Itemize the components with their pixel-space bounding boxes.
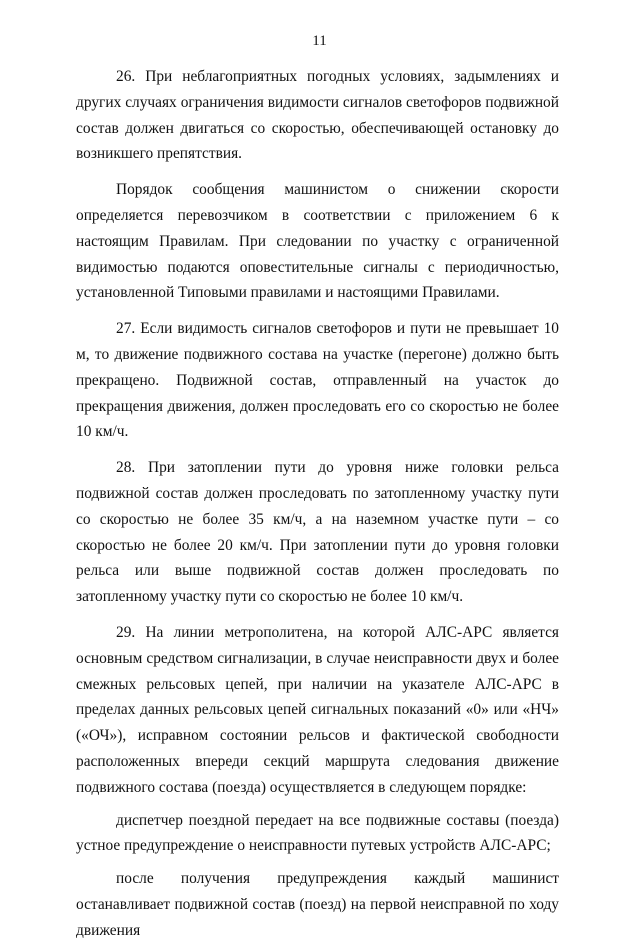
- paragraph-27: 27. Если видимость сигналов светофоров и пути не превышает 10 м, то движение подвижного состава на участке (перегоне) должно быть прекращено. Подвижной состав, отправленный на участок до прекращения движения, должен проследовать его со скоростью не более 10 км/ч.: [76, 320, 559, 441]
- paragraph-29-dispatcher: диспетчер поездной передает на все подвижные составы (поезда) устное предупреждение о неисправности путевых устройств АЛС-АРС;: [76, 811, 559, 855]
- paragraph-speed-reporting: Порядок сообщения машинистом о снижении скорости определяется перевозчиком в соответствии с приложением 6 к настоящим Правилам. При следовании по участку с ограниченной видимостью подаются оповестительные сигналы с периодичностью, установленной Типовыми правилами и настоящими Правилами.: [76, 181, 559, 302]
- page-number: 11: [312, 33, 327, 49]
- paragraph-26: 26. При неблагоприятных погодных условиях, задымлениях и других случаях ограничения видимости сигналов светофоров подвижной состав должен двигаться со скоростью, обеспечивающей остановку до возникшего препятствия.: [76, 68, 559, 163]
- document-body: [76, 64, 559, 944]
- paragraph-29: 29. На линии метрополитена, на которой АЛС-АРС является основным средством сигнализации, в случае неисправности двух и более смежных рельсовых цепей, при наличии на указателе АЛС-АРС в пределах данных рельсовых цепей сигнальных показаний «0» или «НЧ» («ОЧ»), исправном состоянии рельсов и фактической свободности расположенных впереди секций маршрута следования движение подвижного состава (поезда) осуществляется в следующем порядке:: [76, 623, 559, 796]
- paragraph-28: 28. При затоплении пути до уровня ниже головки рельса подвижной состав должен проследовать по затопленному участку пути со скоростью не более 35 км/ч, а на наземном участке пути – со скоростью не более 20 км/ч. При затоплении пути до уровня головки рельса или выше подвижной состав должен проследовать по затопленному участку пути со скоростью не более 10 км/ч.: [76, 459, 559, 606]
- paragraph-29-driver: после получения предупреждения каждый машинист останавливает подвижной состав (поезд) на первой неисправной по ходу движения: [76, 870, 559, 939]
